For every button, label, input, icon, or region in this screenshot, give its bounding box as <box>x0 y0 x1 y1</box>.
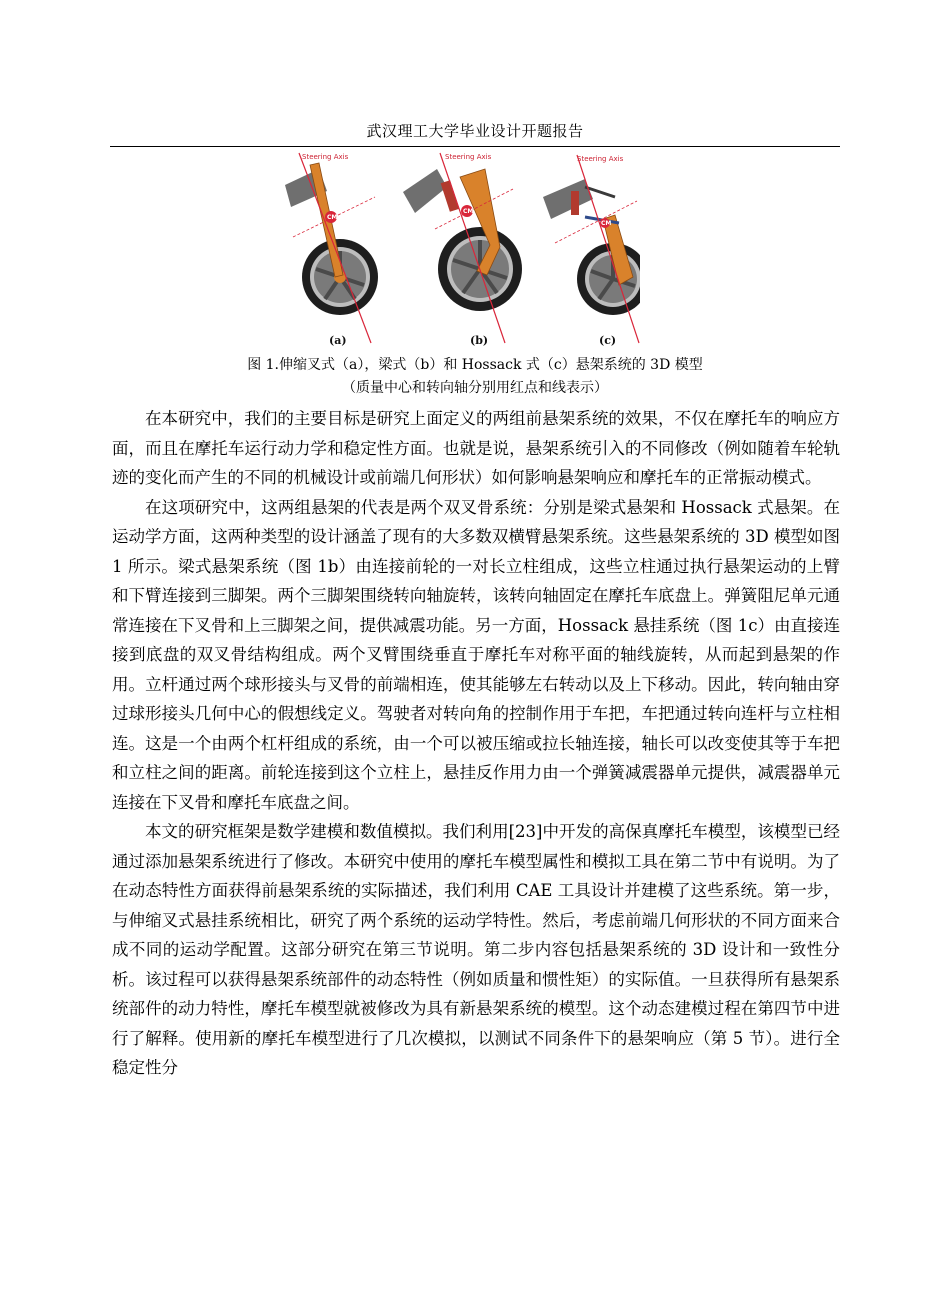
page-header: 武汉理工大学毕业设计开题报告 <box>366 122 584 140</box>
panel-c <box>543 155 640 347</box>
body-text <box>112 404 840 1083</box>
steering-axis-label-b: Steering Axis <box>445 153 492 161</box>
paragraph-2: 在这项研究中，这两组悬架的代表是两个双叉骨系统：分别是梁式悬架和 Hossack 式悬架。在运动学方面，这两种类型的设计涵盖了现有的大多数双横臂悬架系统。这些悬架系统的 3D 模型如图 1 所示。梁式悬架系统（图 1b）由连接前轮的一对长立柱组成，这些立柱通过执行悬架运动的上臂和下臂连接到三脚架。两个三脚架围绕转向轴旋转，该转向轴固定在摩托车底盘上。弹簧阻尼单元通常连接在下叉骨和上三脚架之间，提供减震功能。另一方面，Hossack 悬挂系统（图 1c）由直接连接到底盘的双叉骨结构组成。两个叉臂围绕垂直于摩托车对称平面的轴线旋转，从而起到悬架的作用。立杆通过两个球形接头与叉骨的前端相连，使其能够左右转动以及上下移动。因此，转向轴由穿过球形接头几何中心的假想线定义。驾驶者对转向角的控制作用于车把，车把通过转向连杆与立柱相连。这是一个由两个杠杆组成的系统，由一个可以被压缩或拉长轴连接，轴长可以改变使其等于车把和立柱之间的距离。前轮连接到这个立柱上，悬挂反作用力由一个弹簧减震器单元提供，减震器单元连接在下叉骨和摩托车底盘之间。 <box>112 497 840 812</box>
panel-b <box>403 153 522 347</box>
cm-label-c: CM <box>601 220 612 227</box>
figure-caption-note: （质量中心和转向轴分别用红点和线表示） <box>342 380 608 396</box>
paragraph-1: 在本研究中，我们的主要目标是研究上面定义的两组前悬架系统的效果，不仅在摩托车的响应方面，而且在摩托车运行动力学和稳定性方面。也就是说，悬架系统引入的不同修改（例如随着车轮轨迹的变化而产生的不同的机械设计或前端几何形状）如何影响悬架响应和摩托车的正常振动模式。 <box>112 409 840 487</box>
steering-axis-label-c: Steering Axis <box>577 155 624 163</box>
paragraph-3: 本文的研究框架是数学建模和数值模拟。我们利用[23]中开发的高保真摩托车模型，该模型已经通过添加悬架系统进行了修改。本研究中使用的摩托车模型属性和模拟工具在第二节中有说明。为了在动态特性方面获得前悬架系统的实际描述，我们利用 CAE 工具设计并建模了这些系统。第一步，与伸缩叉式悬挂系统相比，研究了两个系统的运动学特性。然后，考虑前端几何形状的不同方面来合成不同的运动学配置。这部分研究在第三节说明。第二步内容包括悬架系统的 3D 设计和一致性分析。该过程可以获得悬架系统部件的动态特性（例如质量和惯性矩）的实际值。一旦获得所有悬架系统部件的动力特性，摩托车模型就被修改为具有新悬架系统的模型。这个动态建模过程在第四节中进行了解释。使用新的摩托车模型进行了几次模拟，以测试不同条件下的悬架响应（第 5 节）。进行全稳定性分 <box>112 822 840 1077</box>
panel-label-c: (c) <box>599 334 617 347</box>
cm-label-a: CM <box>327 214 338 221</box>
spring-c <box>571 191 579 215</box>
chassis-b <box>403 169 447 213</box>
chassis-c <box>543 179 593 219</box>
figure-caption: 图 1.伸缩叉式（a），梁式（b）和 Hossack 式（c）悬架系统的 3D 模型 <box>247 357 703 373</box>
suspension-figure <box>285 147 640 347</box>
panel-label-a: (a) <box>329 334 347 347</box>
steering-axis-label-a: Steering Axis <box>302 153 349 161</box>
panel-label-b: (b) <box>470 334 489 347</box>
suspension-figure-svg <box>285 147 640 347</box>
spring-b <box>441 180 460 212</box>
panel-a <box>285 153 378 347</box>
cm-label-b: CM <box>463 208 474 215</box>
